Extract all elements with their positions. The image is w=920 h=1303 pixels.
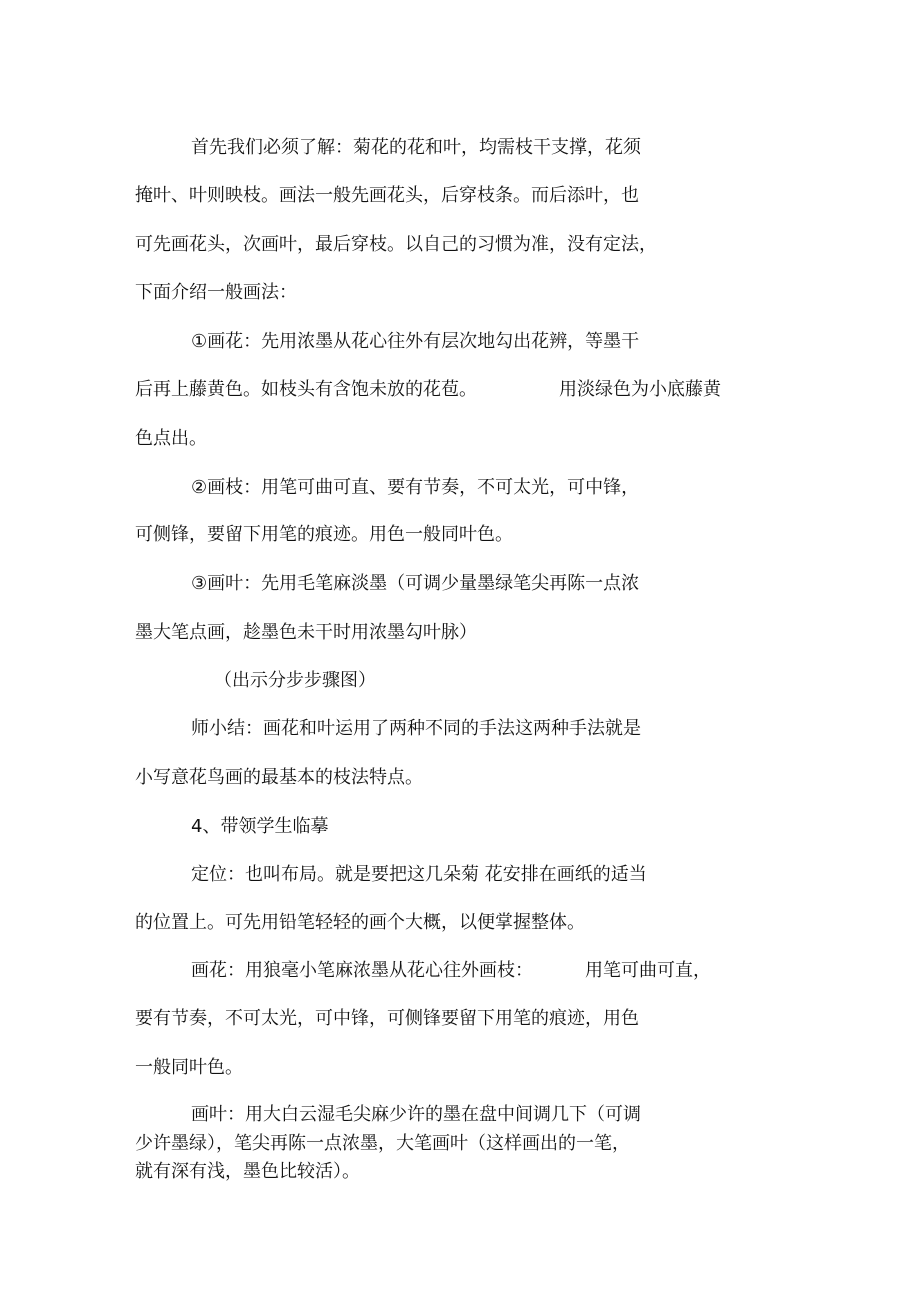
paragraph-line: 的位置上。可先用铅笔轻轻的画个大概，以便掌握整体。	[135, 912, 585, 933]
paragraph-line: 可先画花头，次画叶，最后穿枝。以自己的习惯为准，没有定法，	[135, 234, 657, 255]
paragraph-line: 掩叶、叶则映枝。画法一般先画花头，后穿枝条。而后添叶，也	[135, 185, 639, 206]
paragraph-line: 色点出。	[135, 428, 207, 449]
paragraph-line	[191, 959, 711, 983]
line-segment: 用笔可曲可直，	[585, 960, 711, 981]
paragraph-line: 小写意花鸟画的最基本的枝法特点。	[135, 767, 423, 788]
line-segment: 用淡绿色为小底藤黄	[559, 379, 721, 400]
paragraph-line: （出示分步步骤图）	[214, 670, 376, 691]
paragraph-line: 师小结：画花和叶运用了两种不同的手法这两种手法就是	[191, 718, 641, 739]
line-segment: 后再上藤黄色。如枝头有含饱未放的花苞。	[135, 379, 477, 400]
paragraph-line: ③画叶：先用毛笔麻淡墨（可调少量墨绿笔尖再陈一点浓	[191, 573, 640, 594]
paragraph-line: 下面介绍一般画法：	[135, 282, 297, 303]
line-segment: 画花：用狼毫小笔麻浓墨从花心往外画枝：	[191, 960, 533, 981]
paragraph-line: 就有深有浅，墨色比较活）。	[135, 1161, 360, 1182]
paragraph-line: 画叶：用大白云湿毛尖麻少许的墨在盘中间调几下（可调	[191, 1104, 641, 1125]
paragraph-line: ①画花：先用浓墨从花心往外有层次地勾出花辨，等墨干	[191, 331, 640, 352]
paragraph-line: 一般同叶色。	[135, 1057, 243, 1078]
paragraph-line: 要有节奏，不可太光，可中锋，可侧锋要留下用笔的痕迹，用色	[135, 1008, 639, 1029]
paragraph-line	[135, 378, 721, 402]
paragraph-line: 可侧锋，要留下用笔的痕迹。用色一般同叶色。	[135, 524, 513, 545]
paragraph-line: 墨大笔点画，趁墨色未干时用浓墨勾叶脉）	[135, 622, 477, 643]
paragraph-line: 少许墨绿），笔尖再陈一点浓墨，大笔画叶（这样画出的一笔，	[135, 1133, 630, 1154]
paragraph-line: 首先我们必须了解：菊花的花和叶，均需枝干支撑，花须	[191, 137, 641, 158]
section-heading: 4、带领学生临摹	[191, 816, 329, 837]
paragraph-line: 定位：也叫布局。就是要把这几朵菊 花安排在画纸的适当	[191, 864, 647, 885]
paragraph-line: ②画枝：用笔可曲可直、要有节奏，不可太光，可中锋，	[191, 477, 640, 498]
